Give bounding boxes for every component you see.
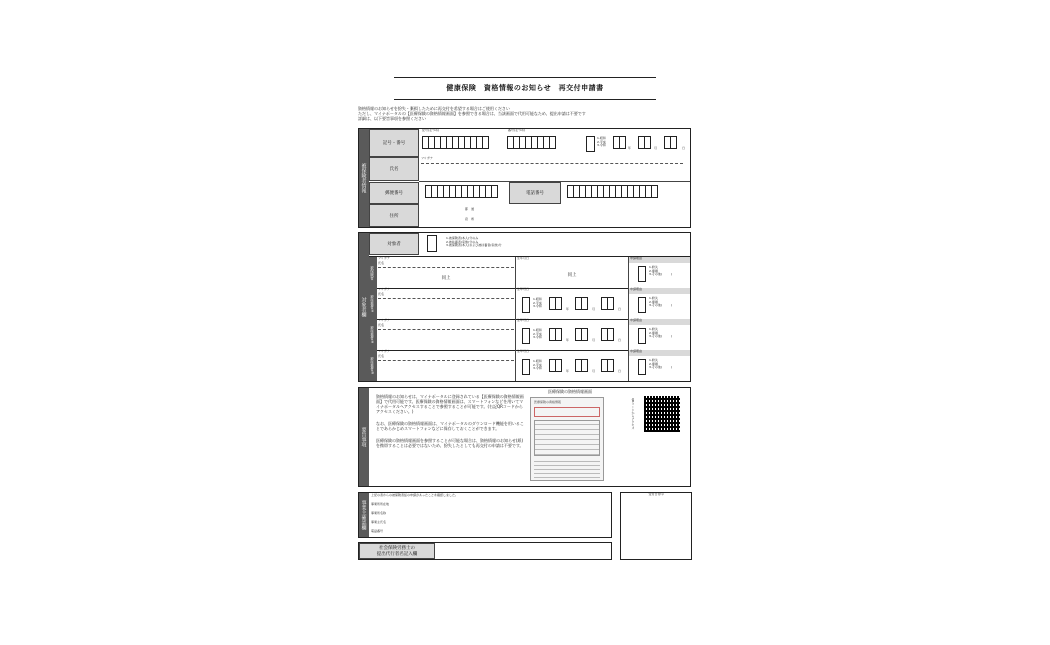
intro-line: 詳細は、以下要旨事項を参照ください: [358, 116, 426, 121]
qr-caption: QRコードからアクセス: [631, 398, 635, 430]
reason-option: 1.紛失: [649, 296, 658, 300]
row-day-input[interactable]: [601, 297, 613, 310]
furigana-caption: フリガナ: [421, 156, 433, 160]
kigo-caption: 記号(左づめ): [422, 128, 440, 132]
notes-paragraph: 資格情報のお知らせは、マイナポータルに登録されている【医療保険の資格情報画面】で代用可能です。医療保険の資格情報画面は、スマートフォンなどを用いてマイナポータルへアクセスすることで参照することが可能です。(右記QRコードからアクセスください。): [376, 394, 524, 414]
era-option: 2.平成: [533, 331, 542, 336]
row-furigana-caption: フリガナ: [378, 349, 390, 353]
row-year-unit: 年: [566, 307, 570, 311]
day-unit: 日: [682, 146, 686, 150]
row-reason-caption: 申請理由: [629, 319, 690, 325]
receipt-stamp-box: [620, 492, 692, 560]
name-label: 氏名: [369, 157, 419, 181]
row-month-input[interactable]: [575, 297, 587, 310]
row-furigana-caption: フリガナ: [378, 318, 390, 322]
row-reason-options: [649, 359, 672, 370]
target-row-label: 被扶養者③: [369, 350, 377, 381]
reason-option: 3.その他( ): [649, 334, 673, 339]
prefecture-label-2: 府 県: [465, 217, 475, 221]
agent-input[interactable]: [437, 543, 610, 559]
row-era-input[interactable]: [522, 297, 530, 313]
name-input[interactable]: [421, 164, 689, 180]
birth-month-input[interactable]: [638, 136, 650, 149]
target-option: 1.被保険者(本人)分のみ: [446, 236, 479, 240]
row-name-caption: 氏名: [378, 354, 385, 358]
phone-label: 電話番号: [509, 182, 561, 204]
row-year-input[interactable]: [549, 297, 561, 310]
row-year-input[interactable]: [549, 328, 561, 341]
row-day-input[interactable]: [601, 359, 613, 372]
era-option: 1.昭和: [533, 359, 542, 363]
row-name-caption: 氏名: [378, 292, 385, 296]
kigo-bango-label: 記号・番号: [369, 129, 419, 157]
era-options: [597, 137, 606, 148]
target-options: [446, 237, 502, 248]
row-name-input[interactable]: 同上: [441, 275, 451, 281]
row-reason-caption: 申請理由: [629, 257, 690, 263]
birth-year-input[interactable]: [613, 136, 625, 149]
era-option: 3.令和: [533, 366, 542, 371]
target-label: 対象者: [369, 233, 419, 255]
row-name-input[interactable]: [378, 360, 514, 381]
row-reason-options: [649, 297, 672, 308]
receipt-label: 受付日付印: [648, 492, 664, 496]
row-era-input[interactable]: [522, 359, 530, 375]
era-option: 1.昭和: [597, 136, 606, 140]
era-option: 2.平成: [597, 139, 606, 144]
kigo-input[interactable]: [422, 136, 488, 149]
row-birth-caption: 生年月日: [517, 287, 530, 291]
intro-notes: [358, 106, 698, 121]
row-day-unit: 日: [618, 338, 622, 342]
reason-option: 1.紛失: [649, 358, 658, 362]
employer-phone-label: 電話番号: [371, 529, 384, 533]
notes-paragraph: 医療保険の資格情報画面を参照することが可能な場合は、資格情報のお知らせ(紙)を携帯することは必要ではないため、紛失したとしても再交付の申請は不要です。: [376, 438, 524, 448]
row-birth-caption: 生年月日: [517, 349, 530, 353]
row-month-unit: 月: [592, 369, 596, 373]
era-option: 3.令和: [597, 143, 606, 148]
address-label: 住所: [369, 204, 419, 227]
row-era-options: [533, 329, 542, 340]
row-era-options: [533, 298, 542, 309]
employer-address-label: 事業所所在地: [371, 502, 390, 506]
agent-label-line: 社会保険労務士の: [379, 546, 415, 551]
row-name-caption: 氏名: [378, 261, 385, 265]
qr-code-icon[interactable]: [644, 396, 680, 432]
era-option: 2.平成: [533, 362, 542, 367]
era-option: 3.令和: [533, 304, 542, 309]
reason-option: 1.紛失: [649, 265, 658, 269]
reason-option: 2.棄損: [649, 268, 658, 273]
row-reason-options: [649, 328, 672, 339]
row-furigana-caption: フリガナ: [378, 256, 390, 260]
bango-caption: 番号(左づめ): [508, 128, 526, 132]
row-reason-input[interactable]: [638, 266, 646, 282]
target-row-label: 被扶養者①: [369, 288, 377, 319]
reason-option: 2.棄損: [649, 361, 658, 366]
row-birth-caption: 生年月日: [517, 256, 530, 260]
row-name-caption: 氏名: [378, 323, 385, 327]
reason-option: 2.棄損: [649, 330, 658, 335]
birth-day-input[interactable]: [664, 136, 676, 149]
employer-input[interactable]: [396, 502, 608, 536]
target-row-label: 被扶養者②: [369, 319, 377, 350]
target-side-label: 対象者欄: [359, 233, 369, 381]
reason-option: 2.棄損: [649, 299, 658, 304]
row-era-options: [533, 360, 542, 371]
row-reason-caption: 申請理由: [629, 350, 690, 356]
screen-caption: 医療保険の資格情報画面: [548, 389, 592, 394]
row-year-unit: 年: [566, 369, 570, 373]
row-month-unit: 月: [592, 338, 596, 342]
month-unit: 月: [654, 146, 658, 150]
row-day-unit: 日: [618, 369, 622, 373]
row-birth-value[interactable]: 同上: [567, 272, 577, 278]
employer-side-label: 事業主確認欄: [359, 493, 369, 537]
employer-owner-label: 事業主氏名: [371, 520, 387, 524]
intro-line: ただし、マイナポータルの【医療保険の資格情報画面】を参照できる場合は、当該画面で代用可能なため、提出申請は不要です: [358, 111, 586, 116]
row-reason-options: [649, 266, 672, 277]
employer-confirm-text: 上記の者からの被保険者証の申請があったことを確認しました。: [371, 493, 458, 497]
form-title: 健康保険 資格情報のお知らせ 再交付申請書: [446, 84, 604, 92]
target-option: 3.被保険者(本人)および被扶養者(家族)分: [446, 243, 502, 248]
row-month-input[interactable]: [575, 359, 587, 372]
row-month-input[interactable]: [575, 328, 587, 341]
row-birth-caption: 生年月日: [517, 318, 530, 322]
row-day-input[interactable]: [601, 328, 613, 341]
agent-label-line: 提出代行者名記入欄: [376, 552, 418, 557]
row-reason-input[interactable]: [638, 359, 646, 375]
era-input[interactable]: [586, 136, 595, 152]
row-reason-input[interactable]: [638, 297, 646, 313]
era-option: 1.昭和: [533, 328, 542, 332]
reason-option: 1.紛失: [649, 327, 658, 331]
row-era-input[interactable]: [522, 328, 530, 344]
notes-side-label: 要旨事項: [359, 388, 369, 486]
era-option: 1.昭和: [533, 297, 542, 301]
reason-option: 3.その他( ): [649, 365, 673, 370]
row-reason-input[interactable]: [638, 328, 646, 344]
employer-name-label: 事業所名称: [371, 511, 387, 515]
row-day-unit: 日: [618, 307, 622, 311]
phone-input[interactable]: [567, 185, 657, 198]
row-reason-caption: 申請理由: [629, 288, 690, 294]
target-type-input[interactable]: [427, 235, 437, 252]
screen-image: [530, 397, 604, 481]
target-row-label: 被保険者: [369, 257, 377, 288]
row-year-unit: 年: [566, 338, 570, 342]
year-unit: 年: [628, 146, 632, 150]
notes-paragraph: なお、医療保険の資格情報画面は、マイナポータルのダウンロード機能を用いることであらかじめスマートフォンなどに保存しておくことができます。: [376, 421, 524, 431]
row-name-input[interactable]: [378, 329, 514, 350]
agent-label: [359, 543, 435, 559]
bango-input[interactable]: [507, 136, 555, 149]
target-option: 2.被扶養者(家族)分のみ: [446, 239, 479, 244]
row-year-input[interactable]: [549, 359, 561, 372]
insured-side-label: 被保険者情報: [359, 129, 369, 227]
postal-label: 郵便番号: [369, 182, 419, 204]
era-option: 2.平成: [533, 300, 542, 305]
notes-text: [376, 394, 526, 448]
mini-title: 医療保険の資格情報: [534, 400, 562, 404]
intro-line: 資格情報のお知らせを紛失・棄損したために再交付を希望する場合はご使用ください: [358, 106, 510, 111]
row-name-input[interactable]: [378, 298, 514, 319]
prefecture-label: 都 道: [465, 207, 475, 211]
reason-option: 3.その他( ): [649, 272, 673, 277]
era-option: 3.令和: [533, 335, 542, 340]
row-month-unit: 月: [592, 307, 596, 311]
row-furigana-caption: フリガナ: [378, 287, 390, 291]
reason-option: 3.その他( ): [649, 303, 673, 308]
address-input[interactable]: [480, 205, 688, 226]
postal-input[interactable]: [425, 185, 497, 198]
